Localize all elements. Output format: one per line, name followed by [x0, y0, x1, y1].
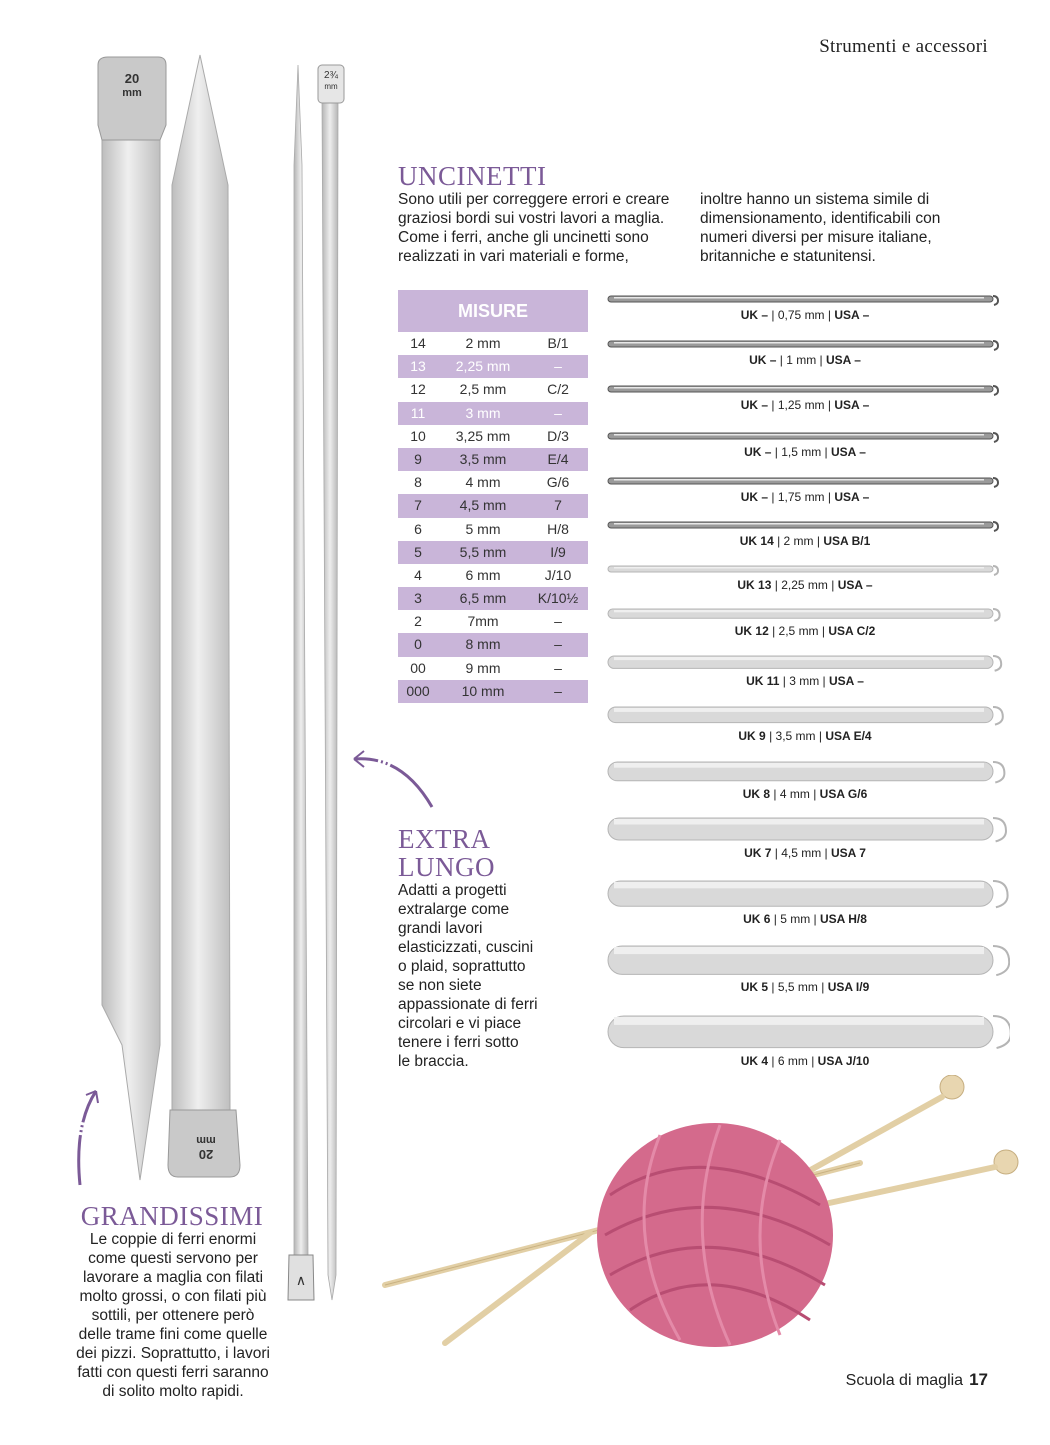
uk-size: UK 9 — [738, 728, 766, 743]
misure-rows — [398, 332, 588, 703]
cap-unit: mm — [324, 82, 338, 91]
usa-size: – — [554, 358, 562, 375]
usa-size: C/2 — [547, 381, 569, 398]
it-size: 3 — [414, 590, 422, 607]
uk-size: UK 4 — [740, 1053, 769, 1068]
usa-size: D/3 — [547, 427, 569, 444]
uk-size: UK – — [740, 490, 769, 504]
misure-row — [398, 402, 588, 425]
usa-size: 7 — [554, 497, 562, 514]
misure-row — [398, 494, 588, 517]
uk-size: UK 13 — [737, 578, 772, 592]
usa-size: USA 7 — [831, 846, 866, 860]
mm-size: 3,5 mm — [775, 728, 816, 743]
plastic-crochet-hook — [600, 875, 1010, 913]
misure-row — [398, 657, 588, 680]
usa-size: – — [554, 636, 562, 653]
usa-size: – — [554, 659, 562, 676]
metal-crochet-hook — [600, 427, 1010, 445]
usa-size: USA – — [826, 353, 861, 367]
text-line: o plaid, soprattutto — [398, 958, 526, 975]
hook-size-caption: UK 4 | 6 mm | USA J/10 — [740, 1053, 870, 1068]
plastic-crochet-hook — [600, 756, 1010, 787]
cap-size: 2¾ — [324, 70, 338, 81]
hook-size-caption: UK 8 | 4 mm | USA G/6 — [742, 786, 868, 801]
usa-size: USA – — [829, 674, 864, 689]
text-line: britanniche e statunitensi. — [700, 248, 876, 265]
usa-size: USA J/10 — [817, 1053, 870, 1068]
text-line: come questi servono per — [88, 1250, 258, 1267]
metal-crochet-hook — [600, 516, 1010, 534]
uk-size: UK 11 — [746, 674, 780, 689]
text-line: appassionate di ferri — [398, 996, 538, 1013]
mm-size: 2,25 mm — [781, 578, 828, 592]
hook-size-caption: UK – | 1 mm | USA – — [749, 353, 861, 367]
it-size: 7 — [414, 497, 422, 514]
plastic-crochet-hook — [600, 603, 1010, 625]
text-line: numeri diversi per misure italiane, — [700, 229, 932, 246]
uk-size: UK 8 — [742, 786, 771, 801]
text-line: dei pizzi. Soprattutto, i lavori — [76, 1345, 270, 1362]
arrow-extra-icon — [342, 745, 442, 815]
mm-size: 3 mm — [789, 674, 820, 689]
misure-row — [398, 587, 588, 610]
cap-size: 20 — [124, 71, 140, 86]
plastic-crochet-hook — [600, 650, 1010, 675]
text-line: se non siete — [398, 977, 482, 994]
mm-size: 2 mm — [783, 534, 814, 548]
usa-size: B/1 — [547, 335, 569, 351]
text-line: tenere i ferri sotto — [398, 1034, 519, 1051]
text-line: Le coppie di ferri enormi — [89, 1231, 257, 1248]
mm-size: 3,25 mm — [455, 427, 511, 444]
hook-size-caption: UK 12 | 2,5 mm | USA C/2 — [734, 624, 876, 639]
text-line: di solito molto rapidi. — [102, 1383, 244, 1400]
misure-row — [398, 378, 588, 401]
it-size: 11 — [410, 404, 426, 421]
hook-size-caption: UK 9 | 3,5 mm | USA E/4 — [738, 728, 872, 743]
mm-size: 8 mm — [465, 636, 501, 653]
arrow-grandissimi-icon — [68, 1085, 108, 1195]
mm-size: 1,75 mm — [777, 490, 825, 504]
hook-size-caption: UK 14 | 2 mm | USA B/1 — [739, 534, 871, 548]
plastic-crochet-hook — [600, 940, 1010, 981]
cap-unit: mm — [122, 87, 142, 99]
mm-size: 3,5 mm — [459, 450, 507, 467]
usa-size: E/4 — [547, 450, 569, 467]
cap-unit: mm — [196, 1134, 216, 1146]
usa-size: H/8 — [547, 520, 569, 537]
misure-table — [398, 290, 588, 703]
thin-needle-cap-label — [318, 70, 344, 92]
it-size: 000 — [406, 682, 430, 699]
misure-row — [398, 355, 588, 378]
extra-title-line1: EXTRA — [398, 824, 491, 854]
usa-size: USA – — [831, 445, 866, 459]
usa-size: – — [554, 613, 562, 630]
mm-size: 4 mm — [465, 474, 501, 491]
mm-size: 6 mm — [777, 1053, 808, 1068]
extra-title-line2: LUNGO — [398, 852, 495, 882]
usa-size: USA B/1 — [823, 534, 871, 548]
text-line: Sono utili per correggere errori e creare — [398, 191, 670, 208]
mm-size: 5 mm — [780, 912, 811, 927]
usa-size: I/9 — [550, 543, 566, 560]
uncinetti-text-col2 — [700, 190, 1000, 266]
mm-size: 5,5 mm — [777, 980, 818, 995]
mm-size: 1,5 mm — [781, 445, 822, 459]
misure-row — [398, 564, 588, 587]
text-line: sottili, per ottenere però — [91, 1307, 255, 1324]
mm-size: 7mm — [467, 613, 499, 630]
page-footer — [846, 1370, 988, 1390]
misure-row — [398, 610, 588, 633]
mm-size: 4 mm — [779, 786, 810, 801]
hook-size-caption: UK 13 | 2,25 mm | USA – — [737, 578, 873, 592]
yarn-ball-illustration — [380, 1075, 1030, 1365]
plastic-crochet-hook — [600, 812, 1010, 846]
hooks-list — [600, 290, 1010, 1070]
misure-row — [398, 448, 588, 471]
uk-size: UK 5 — [740, 980, 769, 995]
uk-size: UK – — [740, 308, 769, 322]
it-size: 12 — [410, 381, 426, 398]
usa-size: J/10 — [544, 566, 572, 583]
svg-text:∧: ∧ — [295, 1272, 307, 1288]
usa-size: USA H/8 — [820, 912, 867, 927]
it-size: 6 — [414, 520, 422, 537]
usa-size: USA – — [834, 490, 870, 504]
section-header: Strumenti e accessori — [819, 36, 988, 57]
mm-size: 5 mm — [465, 520, 501, 537]
it-size: 5 — [414, 543, 422, 560]
yarn-ball — [597, 1123, 833, 1347]
mm-size: 5,5 mm — [459, 543, 507, 560]
cap-size: 20 — [198, 1147, 214, 1162]
uk-size: UK 7 — [744, 846, 772, 860]
usa-size: – — [554, 682, 562, 699]
misure-row — [398, 680, 588, 703]
text-line: inoltre hanno un sistema simile di — [700, 191, 930, 208]
misure-row — [398, 518, 588, 541]
uncinetti-text-col1 — [398, 190, 698, 266]
uk-size: UK 12 — [734, 624, 769, 639]
misure-header: MISURE — [398, 290, 588, 332]
metal-crochet-hook — [600, 472, 1010, 490]
hook-size-caption: UK 7 | 4,5 mm | USA 7 — [744, 846, 866, 860]
mm-size: 2,5 mm — [778, 624, 819, 639]
extra-title — [398, 825, 495, 881]
misure-row — [398, 332, 588, 355]
mm-size: 9 mm — [465, 659, 501, 676]
mm-size: 6,5 mm — [459, 590, 507, 607]
text-line: Adatti a progetti — [398, 882, 507, 899]
uk-size: UK 14 — [739, 534, 774, 548]
usa-size: – — [554, 404, 562, 421]
mm-size: 2,25 mm — [455, 358, 511, 375]
hook-size-caption: UK – | 1,75 mm | USA – — [740, 490, 870, 504]
mm-size: 6 mm — [465, 566, 501, 583]
grandissimi-title: GRANDISSIMI — [80, 1201, 264, 1231]
text-line: realizzati in vari materiali e forme, — [398, 248, 629, 265]
mm-size: 4,5 mm — [459, 497, 507, 514]
metal-crochet-hook — [600, 290, 1010, 308]
text-line: delle trame fini come quelle — [78, 1326, 268, 1343]
usa-size: USA – — [837, 578, 873, 592]
hook-size-caption: UK – | 1,25 mm | USA – — [740, 398, 870, 412]
plastic-crochet-hook — [600, 560, 1010, 578]
uk-size: UK – — [740, 398, 769, 412]
grandissimi-text — [62, 1230, 284, 1401]
it-size: 00 — [410, 659, 426, 676]
hook-size-caption: UK 6 | 5 mm | USA H/8 — [743, 912, 867, 927]
page-number: 17 — [969, 1370, 988, 1389]
text-line: grandi lavori — [398, 920, 483, 937]
it-size: 10 — [410, 427, 426, 444]
it-size: 13 — [410, 358, 426, 375]
it-size: 14 — [410, 335, 426, 351]
mm-size: 2,5 mm — [459, 381, 507, 398]
hook-size-caption: UK 11 | 3 mm | USA – — [746, 674, 864, 689]
plastic-crochet-hook — [600, 701, 1010, 729]
uncinetti-title: UNCINETTI — [398, 161, 547, 191]
big-needle-cap-label-bottom — [186, 1133, 226, 1161]
text-line: lavorare a maglia con filati — [82, 1269, 264, 1286]
uk-size: UK – — [749, 353, 777, 367]
metal-crochet-hook — [600, 335, 1010, 353]
extra-text — [398, 881, 578, 1071]
text-line: graziosi bordi sui vostri lavori a maglia. — [398, 210, 665, 227]
text-line: fatti con questi ferri saranno — [77, 1364, 269, 1381]
usa-size: USA – — [834, 398, 870, 412]
hook-size-caption: UK 5 | 5,5 mm | USA I/9 — [740, 980, 870, 995]
usa-size: G/6 — [546, 474, 570, 491]
uk-size: UK 6 — [743, 912, 771, 927]
big-needle-cap-label — [112, 72, 152, 100]
mm-size: 1,25 mm — [777, 398, 825, 412]
mm-size: 0,75 mm — [777, 308, 825, 322]
hook-size-caption: UK – | 0,75 mm | USA – — [740, 308, 870, 322]
misure-row — [398, 471, 588, 494]
it-size: 0 — [414, 636, 422, 653]
mm-size: 4,5 mm — [781, 846, 822, 860]
big-needle-right — [168, 55, 240, 1177]
mm-size: 3 mm — [465, 404, 501, 421]
usa-size: USA – — [834, 308, 870, 322]
metal-crochet-hook — [600, 380, 1010, 398]
thin-needle-right — [318, 65, 344, 1300]
misure-row — [398, 541, 588, 564]
text-line: circolari e vi piace — [398, 1015, 522, 1032]
mm-size: 1 mm — [786, 353, 817, 367]
text-line: elasticizzati, cuscini — [398, 939, 534, 956]
magazine-title: Scuola di maglia — [845, 1372, 964, 1389]
usa-size: USA I/9 — [827, 980, 870, 995]
thin-needle-left — [288, 65, 314, 1300]
usa-size: USA C/2 — [828, 624, 876, 639]
misure-row — [398, 425, 588, 448]
uk-size: UK – — [744, 445, 772, 459]
it-size: 4 — [414, 566, 422, 583]
mm-size: 2 mm — [465, 335, 501, 351]
text-line: extralarge come — [398, 901, 510, 918]
text-line: dimensionamento, identificabili con — [700, 210, 941, 227]
usa-size: USA E/4 — [825, 728, 872, 743]
big-needle-left — [98, 57, 166, 1180]
it-size: 2 — [414, 613, 422, 630]
it-size: 9 — [414, 450, 422, 467]
it-size: 8 — [414, 474, 422, 491]
plastic-crochet-hook — [600, 1010, 1010, 1054]
text-line: molto grossi, o con filati più — [79, 1288, 267, 1305]
usa-size: K/10½ — [537, 590, 579, 607]
misure-row — [398, 633, 588, 656]
text-line: Come i ferri, anche gli uncinetti sono — [398, 229, 649, 246]
text-line: le braccia. — [398, 1053, 469, 1070]
mm-size: 10 mm — [461, 682, 505, 699]
usa-size: USA G/6 — [819, 786, 868, 801]
hook-size-caption: UK – | 1,5 mm | USA – — [744, 445, 866, 459]
